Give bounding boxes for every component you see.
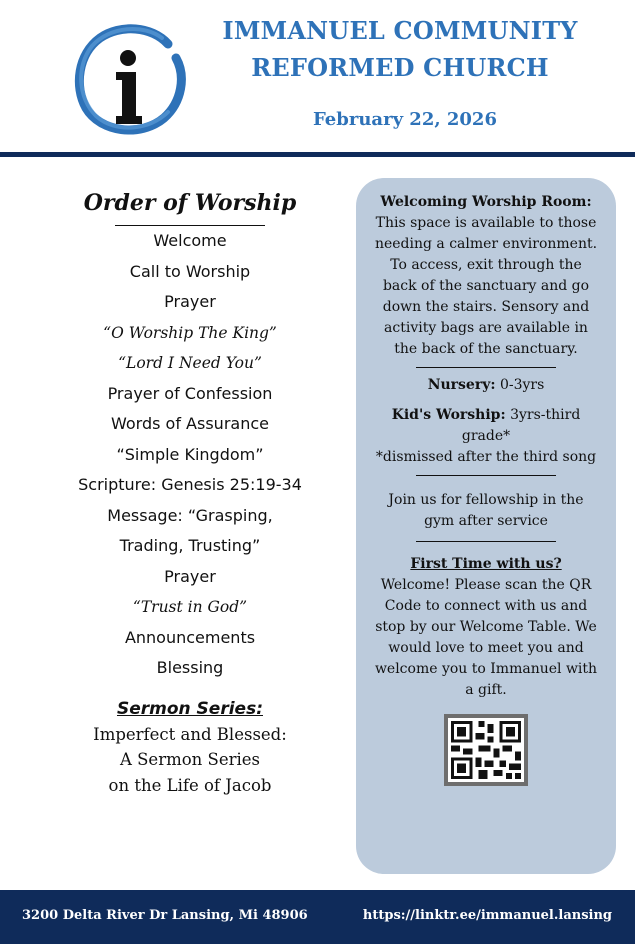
nursery-value: 0-3yrs (499, 377, 545, 393)
worship-item: Blessing (156, 658, 224, 677)
church-name-line2: REFORMED CHURCH (251, 53, 549, 82)
worship-item: “O Worship The King” (103, 323, 277, 342)
bulletin-date: February 22, 2026 (313, 109, 497, 130)
kids-worship-line (374, 405, 598, 447)
info-card (356, 178, 616, 874)
church-logo-icon (70, 20, 188, 138)
order-of-worship-title: Order of Worship (83, 190, 297, 216)
worship-item: Prayer (164, 292, 216, 311)
footer-address: 3200 Delta River Dr Lansing, Mi 48906 (22, 908, 308, 923)
header-divider (0, 152, 635, 157)
worship-item: Scripture: Genesis 25:19-34 (78, 475, 302, 494)
worship-item: Call to Worship (129, 261, 251, 281)
first-time-title: First Time with us? (410, 556, 562, 572)
kids-worship-value: 3yrs-third grade* (461, 407, 581, 444)
order-of-worship-list (50, 226, 330, 684)
order-of-worship-section (50, 188, 330, 798)
kids-worship-label: Kid's Worship: (391, 407, 506, 423)
worship-item: Welcome (153, 231, 227, 250)
worship-item: “Simple Kingdom” (116, 444, 264, 464)
worship-item: “Trust in God” (132, 598, 248, 616)
first-time-text: Welcome! Please scan the QR Code to connect with us and stop by our Welcome Table. We would love to meet you and welcome you to Immanuel with a gift. (374, 577, 598, 698)
footer-url-link[interactable]: https://linktr.ee/immanuel.lansing (362, 908, 612, 923)
worship-item: Prayer (164, 566, 216, 586)
worship-item: Prayer of Confession (107, 383, 273, 403)
card-divider (416, 475, 556, 476)
nursery-label: Nursery: (427, 377, 496, 393)
worship-item: Words of Assurance (111, 414, 269, 433)
worship-item: Announcements (124, 627, 256, 647)
sermon-series-line2: A Sermon Series (119, 750, 261, 769)
church-name-line1: IMMANUEL COMMUNITY (222, 16, 578, 45)
sermon-series-title: Sermon Series: (116, 698, 263, 719)
footer-bar (0, 890, 635, 944)
kids-worship-note: *dismissed after the third song (375, 449, 597, 465)
sermon-series-line3: on the Life of Jacob (108, 775, 272, 795)
worship-room-title: Welcoming Worship Room: (380, 194, 592, 210)
worship-item: Message: “Grasping, (107, 505, 273, 525)
card-divider (416, 367, 556, 368)
card-divider (416, 541, 556, 542)
worship-item: Trading, Trusting” (119, 536, 261, 555)
qr-code-icon[interactable] (444, 714, 528, 786)
sermon-series-line1: Imperfect and Blessed: (93, 724, 287, 744)
worship-item: “Lord I Need You” (118, 354, 262, 372)
nursery-line (374, 375, 598, 396)
worship-room-text: This space is available to those needing a calmer environment. To access, exit through the back of the sanctuary and go down the stairs. Sensory and activity bags are available in the back of the sanctuary. (374, 215, 598, 357)
church-name (210, 12, 590, 86)
fellowship-text: Join us for fellowship in the gym after service (388, 492, 584, 529)
